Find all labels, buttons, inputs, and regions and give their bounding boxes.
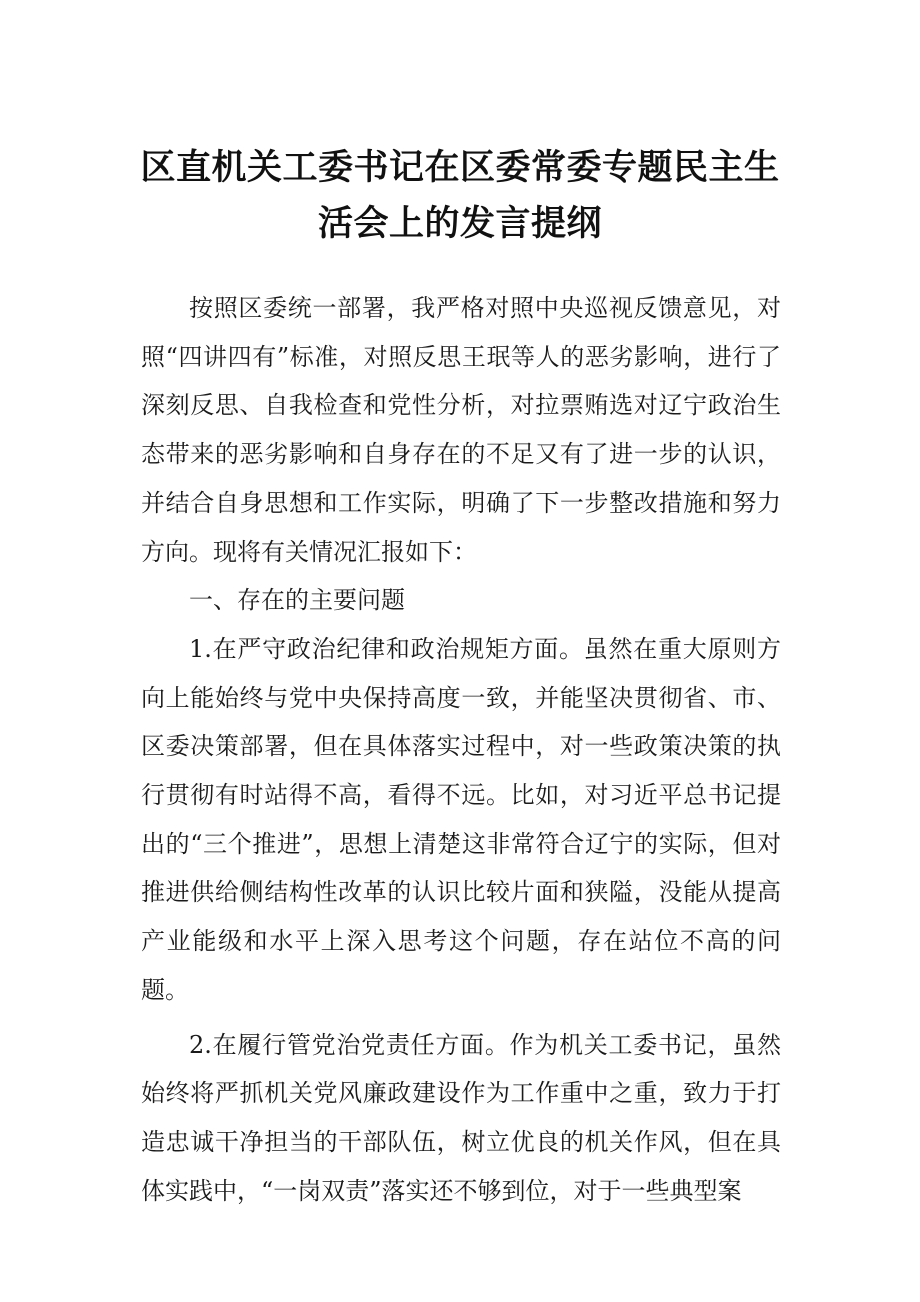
intro-paragraph: 按照区委统一部署，我严格对照中央巡视反馈意见，对照“四讲四有”标准，对照反思王珉等人的恶劣影响，进行了深刻反思、自我检查和党性分析，对拉票贿选对辽宁政治生态带来的恶劣影响和自身存在的不足又有了进一步的认识，并结合自身思想和工作实际，明确了下一步整改措施和努力方向。现将有关情况汇报如下： [141,294,781,566]
section-heading-1: 一、存在的主要问题 [189,586,405,615]
document-title [140,140,780,252]
title-line-1: 区直机关工委书记在区委常委专题民主生 [140,148,780,188]
item-paragraph-2: 2.在履行管党治党责任方面。作为机关工委书记，虽然始终将严抓机关党风廉政建设作为工作重中之重，致力于打造忠诚干净担当的干部队伍，树立优良的机关作风，但在具体实践中，“一岗双责”落实还不够到位，对于一些典型案 [141,1030,781,1205]
title-line-2: 活会上的发言提纲 [317,204,602,244]
document-body [141,284,781,1215]
item-paragraph-1: 1.在严守政治纪律和政治规矩方面。虽然在重大原则方向上能始终与党中央保持高度一致，并能坚决贯彻省、市、区委决策部署，但在具体落实过程中，对一些政策决策的执行贯彻有时站得不高，看得不远。比如，对习近平总书记提出的“三个推进”，思想上清楚这非常符合辽宁的实际，但对推进供给侧结构性改革的认识比较片面和狭隘，没能从提高产业能级和水平上深入思考这个问题，存在站位不高的问题。 [141,634,781,1004]
